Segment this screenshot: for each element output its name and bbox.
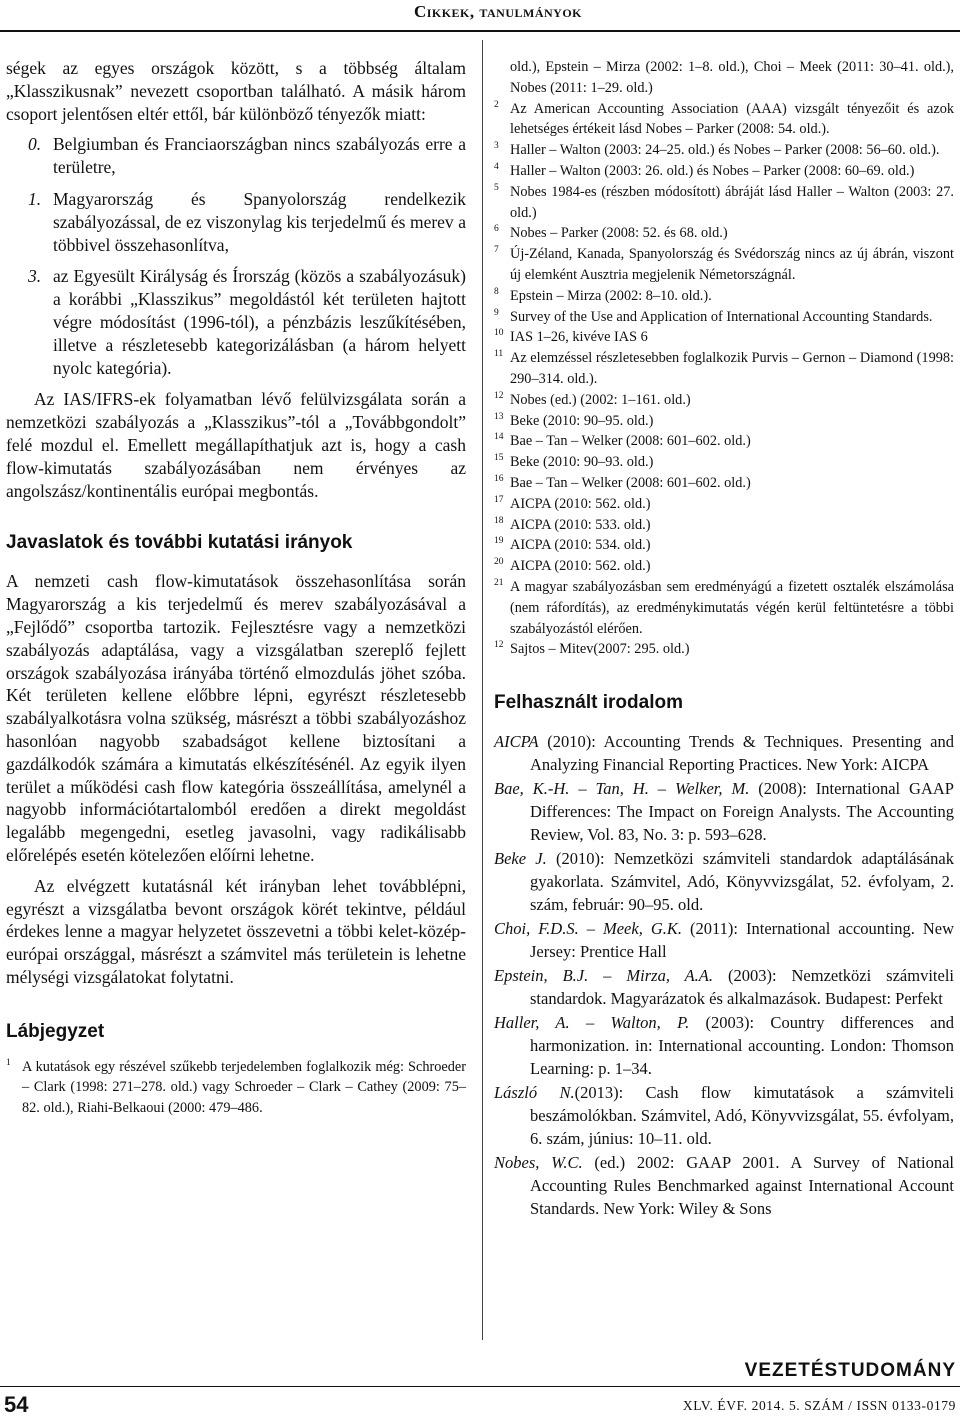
footnote xyxy=(494,390,954,411)
reference-author: Epstein, B.J. – Mirza, A.A. xyxy=(494,966,714,986)
reference-item xyxy=(494,730,954,776)
reference-text: (2003): Country differences and harmonization. in: International accounting. London: Thomson Learning: p. 1–34. xyxy=(530,1013,954,1079)
reference-text: (2010): Nemzetközi számviteli standardok adaptálásának gyakorlata. Számvitel, Adó, Könyvvizsgálat, 52. évfolyam, 2. szám, február: 90–95. old. xyxy=(530,849,955,915)
left-column xyxy=(6,57,466,1119)
reference-item xyxy=(494,1081,954,1150)
list-number: 1. xyxy=(28,188,42,209)
reference-item xyxy=(494,847,954,916)
footnote-text: Beke (2010: 90–95. old.) xyxy=(510,412,654,429)
footnote-number: 12 xyxy=(494,640,504,651)
footnote-number: 14 xyxy=(494,432,504,443)
footnote xyxy=(494,577,954,639)
list-item xyxy=(6,133,466,179)
reference-text: (ed.) 2002: GAAP 2001. A Survey of National Accounting Rules Benchmarked against International Account Standards. New York: Wiley & Sons xyxy=(530,1153,954,1219)
footnote xyxy=(494,431,954,452)
reference-text: (2013): Cash flow kimutatások a számviteli beszámolókban. Számvitel, Adó, Könyvvizsgálat, 55. évfolyam, 6. szám, június: 10–11. old. xyxy=(530,1083,954,1149)
running-header: Cikkek, tanulmányok xyxy=(413,2,582,21)
footnote-number: 1 xyxy=(6,1057,11,1068)
footnote-number: 11 xyxy=(494,349,504,360)
section-heading-javaslatok: Javaslatok és további kutatási irányok xyxy=(6,532,353,554)
footnote-text: Új-Zéland, Kanada, Spanyolország és Svédország nincs az új ábrán, viszont új elemként Ausztria megjelenik Németországnál. xyxy=(510,246,954,283)
issue-info: XLV. ÉVF. 2014. 5. SZÁM / ISSN 0133-0179 xyxy=(682,1398,956,1413)
reference-text: (2003): Nemzetközi számviteli standardok. Magyarázatok és alkalmazások. Budapest: Perfekt xyxy=(530,966,954,1009)
footnote-number: 12 xyxy=(494,390,504,401)
footnote-number: 15 xyxy=(494,453,504,464)
footnote xyxy=(494,140,954,161)
footnote-text: Survey of the Use and Application of International Accounting Standards. xyxy=(510,308,933,325)
reference-author: Nobes, W.C. xyxy=(494,1153,583,1173)
footnote-text: Haller – Walton (2003: 24–25. old.) és Nobes – Parker (2008: 56–60. old.). xyxy=(510,142,940,159)
reference-author: Haller, A. – Walton, P. xyxy=(494,1013,690,1033)
reference-item xyxy=(494,777,954,846)
footnote xyxy=(494,535,954,556)
footnote xyxy=(494,327,954,348)
footnote-text: old.), Epstein – Mirza (2002: 1–8. old.), Choi – Meek (2011: 30–41. old.), Nobes (2011: 1–29. old.) xyxy=(510,59,954,96)
reference-author: AICPA xyxy=(494,732,539,752)
footnote xyxy=(494,515,954,536)
footnote-text: Az elemzéssel részletesebben foglalkozik Purvis – Gernon – Diamond (1998: 290–314. old.). xyxy=(510,350,954,387)
reference-item xyxy=(494,917,954,963)
footnote-number: 6 xyxy=(494,224,499,235)
right-column xyxy=(494,57,954,1221)
reference-text: (2010): Accounting Trends & Techniques. Presenting and Analyzing Financial Reporting Practices. New York: AICPA xyxy=(530,732,954,775)
footnote-number: 7 xyxy=(494,245,499,256)
section-heading-irodalom: Felhasznált irodalom xyxy=(494,692,683,714)
footnote-text: AICPA (2010: 534. old.) xyxy=(510,537,651,554)
footnote-text: A magyar szabályozásban sem eredményágú a fizetett osztalék elszámolása (nem ráfordítás), az eredménykimutatás végén kerül feltüntetésre a többi szabályozástól elérően. xyxy=(510,578,954,637)
journal-name: VEZETÉSTUDOMÁNY xyxy=(744,1360,956,1381)
page-number: 54 xyxy=(4,1392,29,1417)
left-footnotes xyxy=(6,1057,466,1119)
paragraph-2: Az IAS/IFRS-ek folyamatban lévő felülvizsgálata során a nemzetközi szabályozás a „Klasszikus”-tól a „Továbbgondolt” felé mozdul el. Emellett megállapíthatjuk azt is, hogy a cash flow-kimutatás szabályozásában nem érvényes az angolszász/kontinentális európai megbontás. xyxy=(6,389,466,501)
footer-rule xyxy=(0,1386,960,1387)
reference-item xyxy=(494,1151,954,1220)
footnote-text: IAS 1–26, kivéve IAS 6 xyxy=(510,329,648,346)
footnote xyxy=(494,411,954,432)
reference-item xyxy=(494,1011,954,1080)
footnote-text: Nobes (ed.) (2002: 1–161. old.) xyxy=(510,391,691,408)
list-item xyxy=(6,265,466,379)
footnote-number: 16 xyxy=(494,473,504,484)
paragraph-3: A nemzeti cash flow-kimutatások összehasonlítása során Magyarország a kis terjedelmű és merev szabályozásával a „Fejlődő” csoportba tartozik. Fejlesztésre vagy a nemzetközi szabályozás adaptálása, vagy a vizsgálatban szereplő fejlett országok szabályozása irányába történő elmozdulás jöhet szóba. Két területen kellene előbbre lépni, egyrészt részletesebb szabályalkotásra volna szükség, másrészt a többi szabályozáshoz hasonlóan nagyobb szabadságot kellene biztosítani a gazdálkodók számára a kimutatás elkészítésénél. Az egyik ilyen terület a működési cash flow kategória összeállítása, amelynél a nagyobb információtartalomból eredően a direkt megoldást legalább megengedni, esetleg javasolni, vagy radikálisabb előrelépés esetén kötelezően előírni lehetne. xyxy=(6,571,466,865)
footnote xyxy=(494,57,954,99)
footnote-number: 3 xyxy=(494,141,499,152)
footnote-text: AICPA (2010: 533. old.) xyxy=(510,516,651,533)
intro-paragraph: ségek az egyes országok között, s a többség általam „Klasszikusnak” nevezett csoportban található. A másik három csoport jelentősen eltér ettől, bár különböző tényezők miatt: xyxy=(6,58,466,124)
footnote xyxy=(494,348,954,390)
footnote-text: Epstein – Mirza (2002: 8–10. old.). xyxy=(510,287,712,304)
footnote xyxy=(494,307,954,328)
footnote-number: 21 xyxy=(494,577,504,588)
reference-author: Beke J. xyxy=(494,849,547,869)
footnote-number: 17 xyxy=(494,494,504,505)
footnote xyxy=(494,473,954,494)
header-rule xyxy=(0,30,960,32)
list-text: Belgiumban és Franciaországban nincs szabályozás erre a területre, xyxy=(53,134,466,178)
footnote xyxy=(6,1057,466,1119)
footnote-text: Az American Accounting Association (AAA) vizsgált tényezőit és azok lehetséges értékeit lásd Nobes – Parker (2008: 54. old.). xyxy=(510,100,954,138)
footnote xyxy=(494,639,954,660)
reference-author: László N. xyxy=(494,1083,575,1103)
footnote-text: Nobes – Parker (2008: 52. és 68. old.) xyxy=(510,225,728,242)
footnote-text: Sajtos – Mitev(2007: 295. old.) xyxy=(510,641,690,658)
footnote-text: Nobes 1984-es (részben módosított) ábráját lásd Haller – Walton (2003: 27. old.) xyxy=(510,183,954,221)
footnote-number: 8 xyxy=(494,286,499,297)
footnote xyxy=(494,223,954,244)
reference-list xyxy=(494,730,954,1220)
footnote-number: 5 xyxy=(494,182,499,193)
column-divider xyxy=(482,40,483,1340)
footnote-text: AICPA (2010: 562. old.) xyxy=(510,558,651,575)
footnote-text: A kutatások egy részével szűkebb terjedelemben foglalkozik még: Schroeder – Clark (1998: 271–278. old.) vagy Schroeder – Clark – Cathey (2009: 75–82. old.), Riahi-Belkaoui (2000: 479–486. xyxy=(22,1058,466,1117)
footnote xyxy=(494,99,954,141)
footnote xyxy=(494,556,954,577)
section-heading-labjegyzet: Lábjegyzet xyxy=(6,1020,105,1042)
list-number: 0. xyxy=(28,134,42,155)
footnote-text: Beke (2010: 90–93. old.) xyxy=(510,454,654,471)
footnote xyxy=(494,494,954,515)
footnote xyxy=(494,452,954,473)
footnote-text: AICPA (2010: 562. old.) xyxy=(510,495,651,512)
footnote-text: Haller – Walton (2003: 26. old.) és Nobes – Parker (2008: 60–69. old.) xyxy=(510,162,915,179)
footnote xyxy=(494,286,954,307)
footnote-number: 19 xyxy=(494,536,504,547)
footnote-number: 2 xyxy=(494,99,499,110)
reference-text: (2011): International accounting. New Jersey: Prentice Hall xyxy=(530,919,954,962)
right-footnotes xyxy=(494,57,954,660)
footnote-number: 9 xyxy=(494,307,499,318)
footnote-text: Bae – Tan – Welker (2008: 601–602. old.) xyxy=(510,474,751,491)
footnote xyxy=(494,182,954,224)
reference-item xyxy=(494,964,954,1010)
country-list xyxy=(6,133,466,379)
paragraph-4: Az elvégzett kutatásnál két irányban lehet továbblépni, egyrészt a vizsgálatba bevont országok körét tekintve, például érdekes lenne a magyar helyzetet összevetni a többi kelet-közép-európai országgal, másrészt a számvitel más területein is lehetne mélységi vizsgálatokat folytatni. xyxy=(6,875,466,987)
reference-author: Choi, F.D.S. – Meek, G.K. xyxy=(494,919,683,939)
footnote-number: 10 xyxy=(494,328,504,339)
footnote xyxy=(494,161,954,182)
footnote-number: 20 xyxy=(494,557,504,568)
reference-text: (2008): International GAAP Differences: The Impact on Foreign Analysts. The Accounting Review, Vol. 83, No. 3: p. 593–628. xyxy=(530,779,954,845)
footnote-number: 18 xyxy=(494,515,504,526)
footnote-text: Bae – Tan – Welker (2008: 601–602. old.) xyxy=(510,433,751,450)
footnote-number: 4 xyxy=(494,161,499,172)
list-text: az Egyesült Királyság és Írország (közös a szabályozásuk) a korábbi „Klasszikus” megoldástól két területen hajtott végre módosítást (1996-tól), a pénzbázis leszűkítésében, illetve a részletesebb kategorizálásban (a három helyett nyolc kategória). xyxy=(53,266,466,378)
footnote xyxy=(494,244,954,286)
list-number: 3. xyxy=(28,266,42,287)
reference-author: Bae, K.-H. – Tan, H. – Welker, M. xyxy=(494,779,750,799)
list-item xyxy=(6,188,466,256)
list-text: Magyarország és Spanyolország rendelkezik szabályozással, de ez viszonylag kis terjedelmű és merev a többivel összehasonlítva, xyxy=(53,188,466,255)
footnote-number: 13 xyxy=(494,411,504,422)
